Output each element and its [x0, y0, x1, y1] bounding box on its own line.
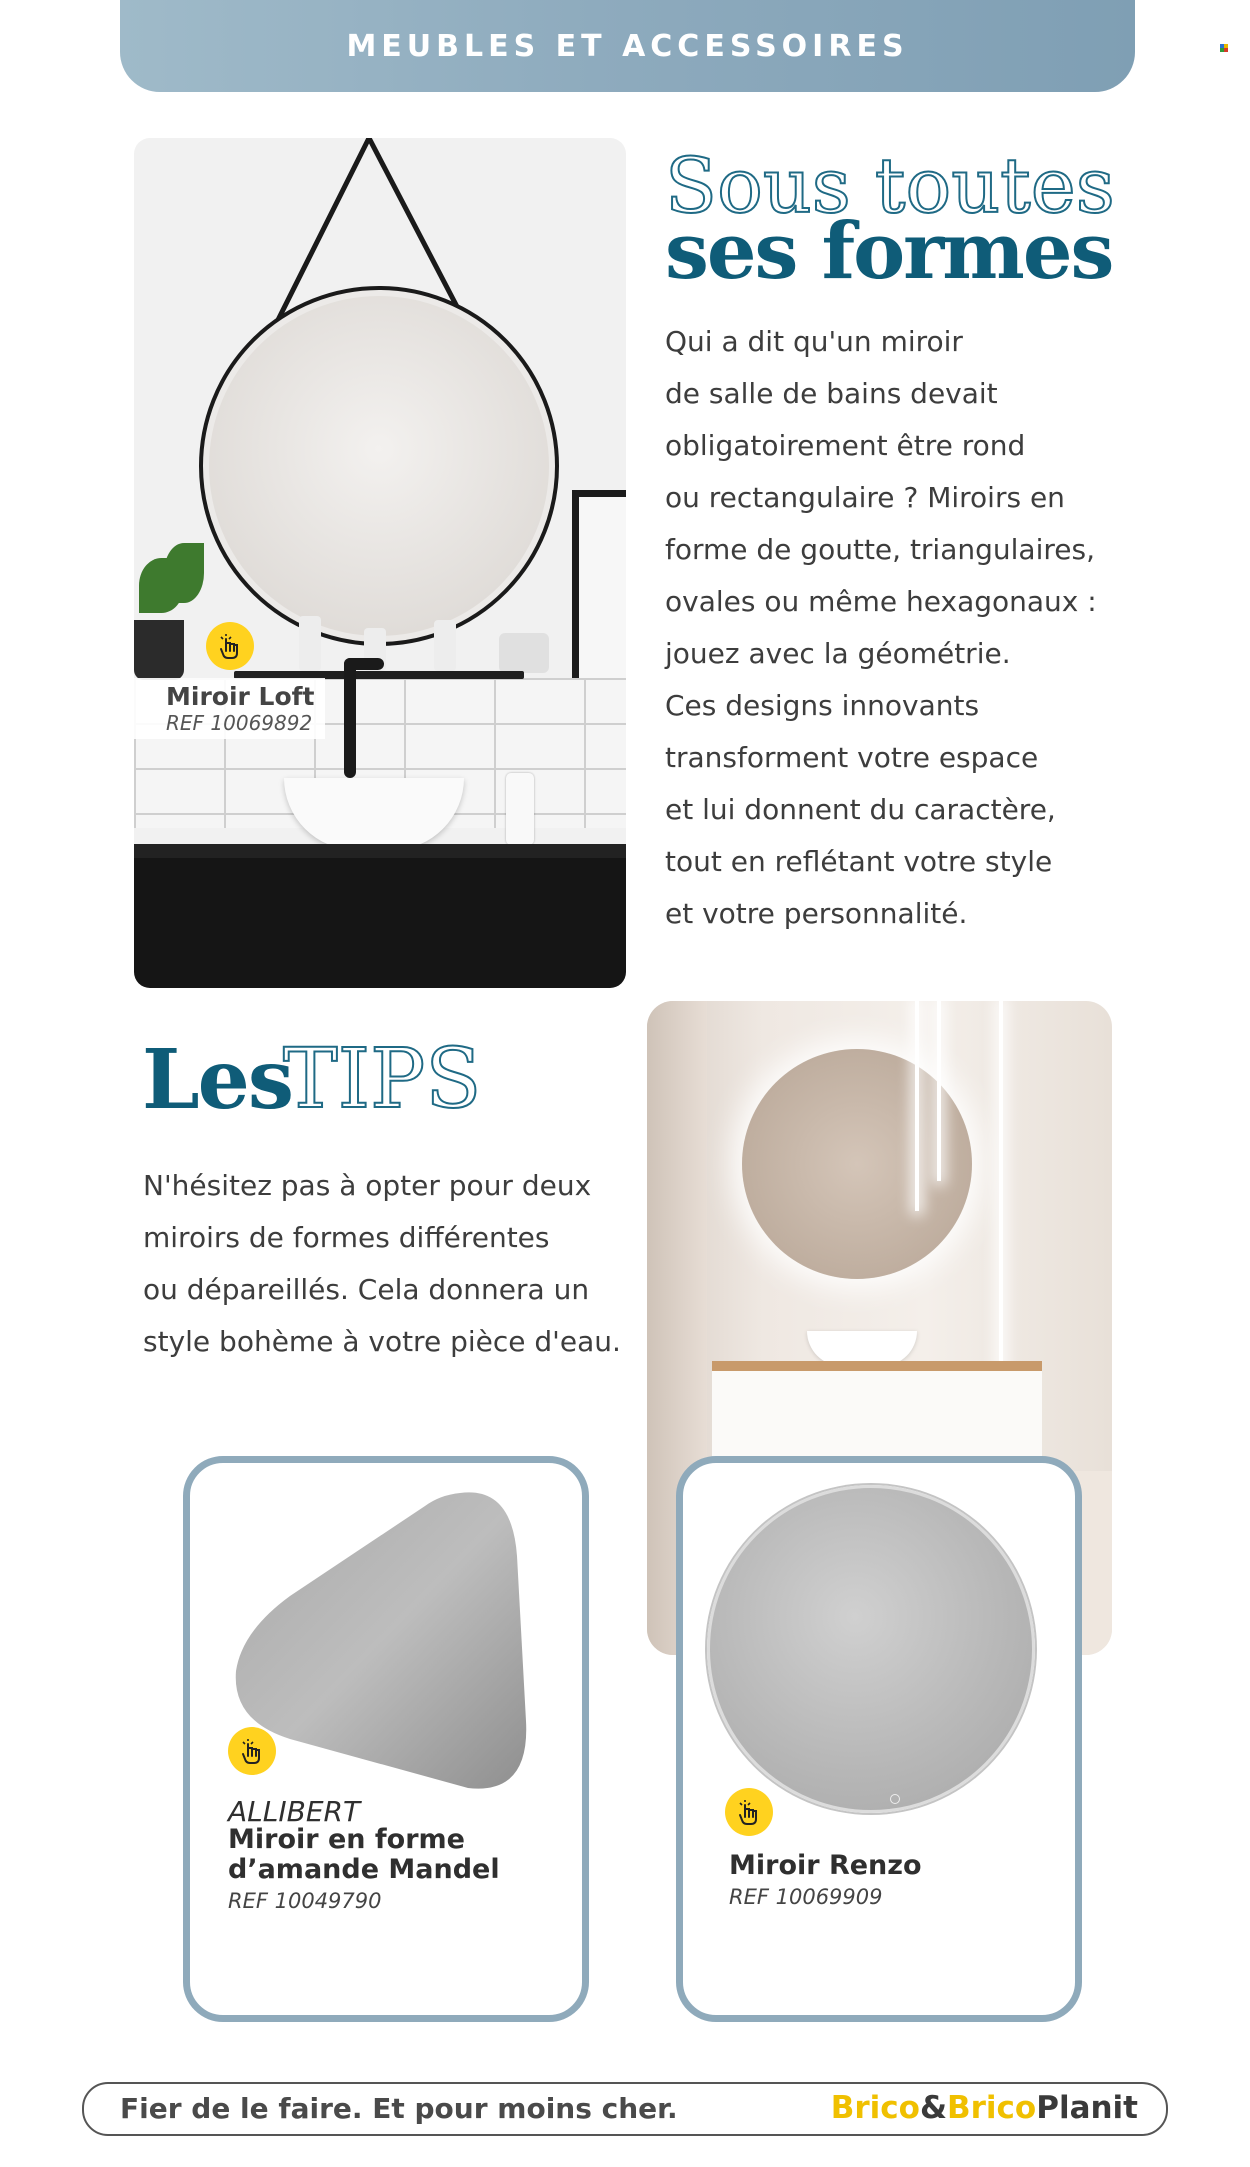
tips-line: miroirs de formes différentes [143, 1221, 550, 1254]
vanity-cabinet [134, 858, 626, 988]
product-card-mandel[interactable] [183, 1456, 589, 2022]
round-mirror-image [707, 1485, 1035, 1813]
candle [299, 616, 321, 671]
tips-paragraph [143, 1160, 643, 1368]
intro-line: Ces designs innovants [665, 689, 980, 722]
tap-hand-glyph [215, 631, 245, 661]
tap-hand-icon[interactable] [228, 1727, 276, 1775]
intro-paragraph [665, 316, 1115, 940]
headline-solid: ses formes [665, 206, 1113, 297]
intro-line: jouez avec la géométrie. [665, 637, 1011, 670]
product-ref: REF 10049790 [228, 1889, 382, 1913]
product-name: Miroir Renzo [729, 1850, 922, 1881]
intro-line: tout en reflétant votre style [665, 845, 1053, 878]
intro-line: et votre personnalité. [665, 897, 968, 930]
footer-banner [82, 2082, 1168, 2136]
intro-line: ou rectangulaire ? Miroirs en [665, 481, 1065, 514]
section-header [120, 0, 1135, 92]
wall-frame [572, 490, 626, 704]
touch-switch-icon [890, 1794, 900, 1804]
tap-hand-icon[interactable] [206, 622, 254, 670]
product-name: Miroir Loft [166, 682, 315, 711]
product-ref: REF 10069892 [166, 711, 313, 735]
intro-line: obligatoirement être rond [665, 429, 1026, 462]
logo-text-brico-2: Brico [947, 2090, 1037, 2126]
almond-mirror-image [230, 1481, 550, 1811]
intro-line: transforment votre espace [665, 741, 1039, 774]
vessel-sink [284, 778, 464, 850]
tap-hand-icon[interactable] [725, 1788, 773, 1836]
pendant-light [915, 1001, 919, 1211]
tap-hand-glyph [237, 1736, 267, 1766]
section-title: MEUBLES ET ACCESSOIRES [346, 28, 909, 64]
plant-leaf [164, 543, 204, 603]
glass-jar [499, 633, 549, 673]
tips-line: ou dépareillés. Cela donnera un [143, 1273, 590, 1306]
tap-hand-glyph [734, 1797, 764, 1827]
product-name-line: d’amande Mandel [228, 1854, 500, 1885]
intro-line: de salle de bains devait [665, 377, 998, 410]
intro-line: et lui donnent du caractère, [665, 793, 1056, 826]
product-ref: REF 10069909 [729, 1885, 883, 1909]
product-label-loft [134, 678, 325, 739]
intro-line: Qui a dit qu'un miroir [665, 325, 963, 358]
pendant-light [937, 1001, 941, 1181]
plant-pot [134, 620, 184, 680]
tips-line: style bohème à votre pièce d'eau. [143, 1325, 621, 1358]
intro-line: ovales ou même hexagonaux : [665, 585, 1097, 618]
logo-text-brico: Brico [830, 2090, 920, 2126]
brand-logo[interactable] [831, 2090, 1138, 2126]
corner-mark [1220, 44, 1228, 52]
faucet-arm [344, 658, 384, 670]
headline-outline: Sous toutes [665, 141, 1115, 230]
product-card-renzo[interactable] [676, 1456, 1082, 2022]
intro-line: forme de goutte, triangulaires, [665, 533, 1095, 566]
product-name-line: Miroir en forme [228, 1824, 465, 1855]
vanity-unit [712, 1361, 1042, 1471]
tips-title-outline: TIPS [283, 1032, 482, 1127]
tips-title-solid: Les [142, 1032, 292, 1128]
logo-ampersand: & [919, 2090, 947, 2126]
hanging-mirror-illustration [134, 138, 626, 698]
faucet [344, 658, 356, 778]
soap-bottle [506, 773, 534, 845]
photo-bathroom-loft [134, 138, 626, 988]
candle [434, 620, 456, 671]
tips-line: N'hésitez pas à opter pour deux [143, 1169, 592, 1202]
product-brand: ALLIBERT [228, 1795, 361, 1828]
footer-slogan: Fier de le faire. Et pour moins cher. [120, 2092, 678, 2125]
logo-text-planit: Planit [1036, 2090, 1138, 2126]
